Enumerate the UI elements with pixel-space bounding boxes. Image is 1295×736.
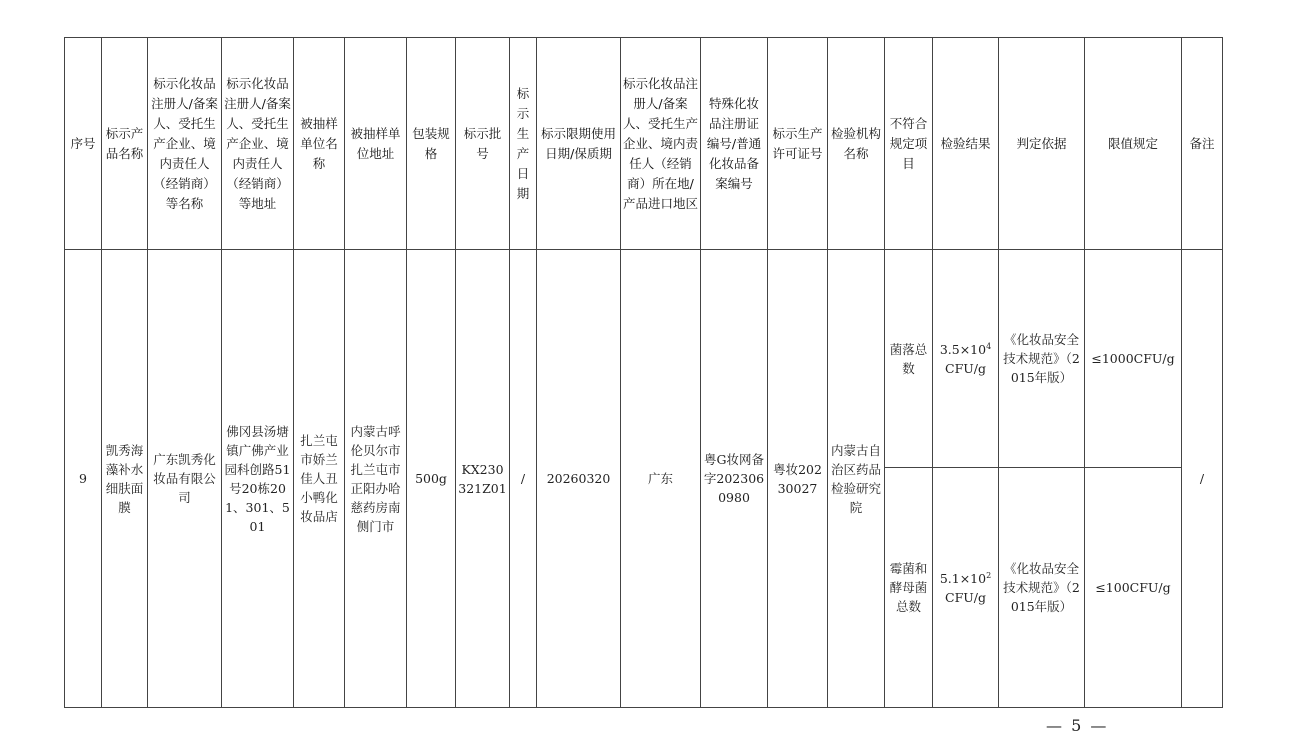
header-index: 序号 — [65, 38, 102, 250]
header-failed-item: 不符合规定项目 — [885, 38, 933, 250]
result-exponent: 4 — [986, 341, 992, 351]
cell-remark: / — [1182, 250, 1223, 708]
table-row — [65, 250, 1223, 468]
cell-product-name: 凯秀海藻补水细肤面膜 — [102, 250, 148, 708]
cell-test-result — [933, 250, 999, 468]
header-limit: 限值规定 — [1085, 38, 1182, 250]
result-exponent: 2 — [986, 570, 992, 580]
result-unit: CFU/g — [945, 360, 986, 376]
cell-limit: ≤1000CFU/g — [1085, 250, 1182, 468]
cell-license-no: 粤妆20230027 — [768, 250, 828, 708]
cell-test-result — [933, 468, 999, 708]
cell-package-spec: 500g — [407, 250, 456, 708]
cell-sampled-unit-address: 内蒙古呼伦贝尔市扎兰屯市正阳办哈慈药房南侧门市 — [345, 250, 407, 708]
header-license-no: 标示生产许可证号 — [768, 38, 828, 250]
header-package-spec: 包装规格 — [407, 38, 456, 250]
header-product-name: 标示产品名称 — [102, 38, 148, 250]
result-value: 5.1×10 — [939, 570, 987, 586]
header-batch-no: 标示批号 — [456, 38, 510, 250]
cell-production-date: / — [510, 250, 537, 708]
result-value: 3.5×10 — [939, 341, 987, 357]
header-basis: 判定依据 — [999, 38, 1085, 250]
header-test-result: 检验结果 — [933, 38, 999, 250]
cell-sampled-unit-name: 扎兰屯市娇兰佳人丑小鸭化妆品店 — [294, 250, 345, 708]
cell-basis: 《化妆品安全技术规范》（2015年版） — [999, 250, 1085, 468]
cell-registrant-name: 广东凯秀化妆品有限公司 — [148, 250, 222, 708]
header-origin-region: 标示化妆品注册人/备案人、受托生产企业、境内责任人（经销商）所在地/产品进口地区 — [621, 38, 701, 250]
cell-failed-item: 霉菌和酵母菌总数 — [885, 468, 933, 708]
cell-index: 9 — [65, 250, 102, 708]
header-sampled-unit-address: 被抽样单位地址 — [345, 38, 407, 250]
cell-origin-region: 广东 — [621, 250, 701, 708]
cell-batch-no: KX230321Z01 — [456, 250, 510, 708]
cell-basis: 《化妆品安全技术规范》（2015年版） — [999, 468, 1085, 708]
header-remark: 备注 — [1182, 38, 1223, 250]
header-filing-no: 特殊化妆品注册证编号/普通化妆品备案编号 — [701, 38, 768, 250]
cell-failed-item: 菌落总数 — [885, 250, 933, 468]
header-expiry-date: 标示限期使用日期/保质期 — [537, 38, 621, 250]
header-test-institution: 检验机构名称 — [828, 38, 885, 250]
header-registrant-address: 标示化妆品注册人/备案人、受托生产企业、境内责任人（经销商）等地址 — [222, 38, 294, 250]
sampling-result-table — [64, 37, 1223, 708]
header-row — [65, 38, 1223, 250]
header-production-date: 标示生产日期 — [510, 38, 537, 250]
cell-limit: ≤100CFU/g — [1085, 468, 1182, 708]
cell-filing-no: 粤G妆网备字2023060980 — [701, 250, 768, 708]
cell-registrant-address: 佛冈县汤塘镇广佛产业园科创路51号20栋201、301、501 — [222, 250, 294, 708]
cell-test-institution: 内蒙古自治区药品检验研究院 — [828, 250, 885, 708]
cell-expiry-date: 20260320 — [537, 250, 621, 708]
header-sampled-unit-name: 被抽样单位名称 — [294, 38, 345, 250]
header-registrant-name: 标示化妆品注册人/备案人、受托生产企业、境内责任人（经销商）等名称 — [148, 38, 222, 250]
result-unit: CFU/g — [945, 589, 986, 605]
page-number: — 5 — — [1046, 716, 1109, 735]
